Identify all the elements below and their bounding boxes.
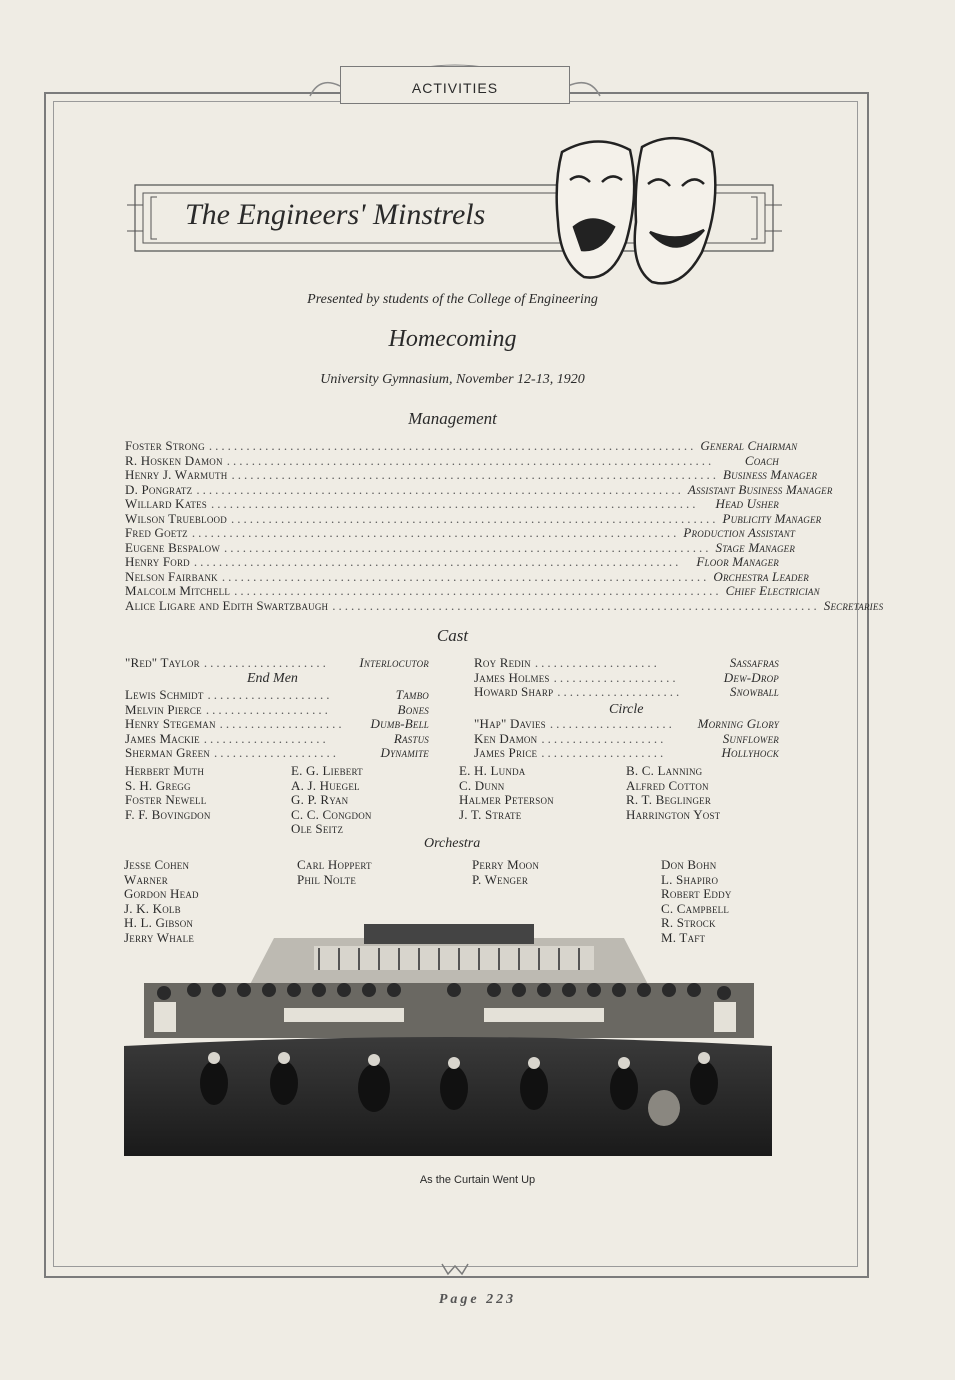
page-number: Page 223 xyxy=(438,1292,517,1307)
cast-name: R. T. Beglinger xyxy=(626,792,712,808)
orchestra-name: H. L. Gibson xyxy=(124,915,194,931)
event-name: Homecoming xyxy=(388,326,517,352)
management-row: Willard Kates .............................................................................. Head Usher xyxy=(125,496,779,511)
cast-name: S. H. Gregg xyxy=(125,777,191,793)
management-row: Henry J. Warmuth .............................................................................. Business Manager xyxy=(125,467,818,482)
footer-ornament-icon xyxy=(440,1262,470,1276)
cast-name: A. J. Huegel xyxy=(291,777,360,793)
management-row: Eugene Bespalow .............................................................................. Stage Manager xyxy=(125,539,796,555)
orchestra-name: Gordon Head xyxy=(124,886,199,902)
management-row: Malcolm Mitchell .............................................................................. Chief Electrician xyxy=(125,583,820,598)
cast-row: James Holmes .................... Dew-Drop xyxy=(474,669,779,685)
management-row: Foster Strong .............................................................................. General Chairman xyxy=(125,438,798,453)
cast-row: Sherman Green .................... Dynamite xyxy=(125,745,429,760)
cast-row: "Hap" Davies .................... Morning Glory xyxy=(474,716,779,731)
chorus-column-3 xyxy=(459,764,554,822)
orchestra-name: Jesse Cohen xyxy=(124,857,190,872)
orchestra-name: Perry Moon xyxy=(472,857,540,872)
management-row: Fred Goetz .............................................................................. Production Assistant xyxy=(125,525,796,540)
cast-name: Alfred Cotton xyxy=(626,777,709,793)
orchestra-name: C. Campbell xyxy=(661,900,730,916)
cast-row: Melvin Pierce .................... Bones xyxy=(125,701,429,717)
stage-photo xyxy=(124,915,772,1156)
chorus-column-1 xyxy=(125,764,211,822)
cast-row: Lewis Schmidt .................... Tambo xyxy=(125,687,429,702)
cast-name: J. T. Strate xyxy=(459,806,522,822)
cast-row: James Price .................... Hollyhock xyxy=(474,745,779,760)
cast-heading: Cast xyxy=(436,626,469,645)
management-row: Henry Ford .............................................................................. Floor Manager xyxy=(125,554,779,569)
cast-name: C. C. Congdon xyxy=(291,806,372,822)
orchestra-name: Phil Nolte xyxy=(297,871,357,887)
cast-row: Ken Damon .................... Sunflower xyxy=(474,730,779,746)
orchestra-name: Warner xyxy=(124,871,168,887)
interlocutor-row: "Red" Taylor .................... Interlocutor xyxy=(125,655,429,670)
orchestra-name: M. Taft xyxy=(661,929,706,945)
orchestra-name: Don Bohn xyxy=(661,857,717,872)
photo-caption: As the Curtain Went Up xyxy=(419,1174,536,1186)
orchestra-name: R. Strock xyxy=(661,915,716,931)
page-title: The Engineers' Minstrels xyxy=(185,198,486,231)
cast-row: Roy Redin .................... Sassafras xyxy=(474,655,779,670)
cast-name: C. Dunn xyxy=(459,777,505,793)
cast-row: Howard Sharp .................... Snowball xyxy=(474,684,779,699)
management-row: D. Pongratz .............................................................................. Assistant Business Manager xyxy=(125,481,833,497)
cast-name: Herbert Muth xyxy=(125,763,205,778)
chorus-column-2 xyxy=(291,764,372,837)
subtitle: Presented by students of the College of Engineering xyxy=(307,292,598,307)
management-row: Wilson Trueblood .............................................................................. Publicity Manager xyxy=(125,510,822,526)
cast-name: G. P. Ryan xyxy=(291,792,349,808)
chorus-column-4 xyxy=(626,764,720,822)
management-heading: Management xyxy=(408,409,497,428)
orchestra-name: Robert Eddy xyxy=(661,886,732,902)
cast-name: Ole Seitz xyxy=(291,821,344,837)
venue-date: University Gymnasium, November 12-13, 1920 xyxy=(320,372,585,387)
cast-name: E. H. Lunda xyxy=(459,763,526,778)
cast-name: Foster Newell xyxy=(125,792,207,808)
theater-masks-icon xyxy=(552,132,722,292)
cast-name: B. C. Lanning xyxy=(626,763,703,778)
orchestra-name: P. Wenger xyxy=(472,871,529,887)
end-men-heading: End Men xyxy=(247,671,298,686)
orchestra-heading: Orchestra xyxy=(424,836,481,851)
circle-heading: Circle xyxy=(609,702,644,717)
orchestra-column-2 xyxy=(297,858,372,887)
cast-name: E. G. Liebert xyxy=(291,763,363,778)
cast-row: James Mackie .................... Rastus xyxy=(125,730,429,746)
management-row: Alice Ligare and Edith Swartzbaugh .............................................................................. Secretaries xyxy=(125,597,884,613)
orchestra-name: Carl Hoppert xyxy=(297,857,372,872)
orchestra-name: J. K. Kolb xyxy=(124,900,181,916)
cast-row: Henry Stegeman .................... Dumb-Bell xyxy=(125,716,429,731)
cast-name: Harrington Yost xyxy=(626,806,721,822)
orchestra-name: Jerry Whale xyxy=(124,929,195,945)
cast-name: F. F. Bovingdon xyxy=(125,806,211,822)
management-row: R. Hosken Damon .............................................................................. Coach xyxy=(125,452,779,468)
section-header: ACTIVITIES xyxy=(340,66,570,104)
cast-name: Halmer Peterson xyxy=(459,792,554,808)
management-row: Nelson Fairbank .............................................................................. Orchestra Leader xyxy=(125,568,809,584)
orchestra-name: L. Shapiro xyxy=(661,871,719,887)
orchestra-column-3 xyxy=(472,858,539,887)
